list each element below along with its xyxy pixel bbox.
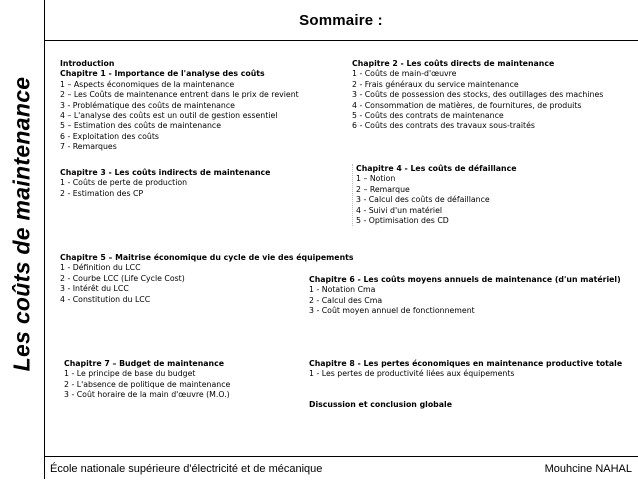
chapter-2-block [352, 59, 603, 132]
footer [44, 456, 638, 480]
list-item: 1 - Définition du LCC [60, 263, 141, 273]
chapter-1-title: Chapitre 1 - Importance de l'analyse des coûts [60, 69, 265, 79]
list-item: 5 - Coûts des contrats de maintenance [352, 110, 504, 120]
chapter-8-block [309, 359, 622, 380]
chapter-3-title: Chapitre 3 - Les coûts indirects de maintenance [60, 168, 271, 177]
list-item: 1 - Le principe de base du budget [64, 369, 196, 379]
list-item: 1 - Notation Cma [309, 285, 376, 295]
list-item: 2 - Frais généraux du service maintenance [352, 79, 519, 89]
chapter-4-title: Chapitre 4 - Les coûts de défaillance [356, 164, 517, 173]
list-item: 4 – L'analyse des coûts est un outil de gestion essentiel [60, 110, 278, 120]
list-item: 3 - Problématique des coûts de maintenance [60, 100, 235, 110]
list-item: 6 - Coûts des contrats des travaux sous-traités [352, 121, 535, 131]
side-title: Les coûts de maintenance [8, 76, 35, 372]
list-item: 2 – Les Coûts de maintenance entrent dans le prix de revient [60, 90, 299, 100]
chapter-1-block [60, 59, 299, 153]
list-item: 5 – Estimation des coûts de maintenance [60, 121, 222, 131]
list-item: 7 - Remarques [60, 142, 117, 152]
list-item: 1 – Notion [356, 174, 396, 184]
list-item: 2 - L'absence de politique de maintenance [64, 379, 231, 389]
chapter-4-block [352, 164, 517, 226]
list-item: 3 - Intérêt du LCC [60, 284, 129, 294]
list-item: 4 - Suivi d'un matériel [356, 205, 443, 215]
list-item: 3 - Coût horaire de la main d'œuvre (M.O.) [64, 390, 230, 400]
list-item: 2 - Calcul des Cma [309, 295, 383, 305]
footer-author: Mouhcine NAHAL [544, 463, 632, 475]
page-title: Sommaire : [299, 12, 383, 29]
list-item: 3 - Coût moyen annuel de fonctionnement [309, 306, 475, 316]
chapter-3-block [60, 168, 270, 199]
chapter-5-title: Chapitre 5 – Maitrise économique du cycle de vie des équipements [60, 253, 354, 262]
header [44, 0, 638, 41]
chapter-2-title: Chapitre 2 - Les coûts directs de maintenance [352, 59, 555, 68]
list-item: 1 – Aspects économiques de la maintenance [60, 79, 235, 89]
list-item: 6 - Exploitation des coûts [60, 131, 159, 141]
conclusion-block [309, 400, 452, 410]
list-item: 2 - Courbe LCC (Life Cycle Cost) [60, 273, 185, 283]
list-item: 1 - Coûts de main-d'œuvre [352, 69, 457, 79]
list-item: 3 - Calcul des coûts de défaillance [356, 195, 490, 205]
chapter-8-title: Chapitre 8 - Les pertes économiques en maintenance productive totale [309, 359, 623, 368]
chapter-6-title: Chapitre 6 - Les coûts moyens annuels de maintenance (d'un matériel) [309, 275, 621, 284]
list-item: 5 - Optimisation des CD [356, 215, 449, 225]
list-item: 4 - Constitution du LCC [60, 294, 151, 304]
footer-school: École nationale supérieure d'électricité et de mécanique [50, 463, 323, 475]
intro-heading: Introduction [60, 59, 115, 68]
conclusion-title: Discussion et conclusion globale [309, 400, 452, 409]
chapter-7-block [64, 359, 230, 401]
list-item: 2 – Remarque [356, 184, 410, 194]
chapter-7-title: Chapitre 7 – Budget de maintenance [64, 359, 224, 368]
list-item: 1 - Les pertes de productivité liées aux équipements [309, 369, 515, 379]
list-item: 3 - Coûts de possession des stocks, des outillages des machines [352, 90, 604, 100]
list-item: 4 - Consommation de matières, de fournitures, de produits [352, 100, 582, 110]
chapter-6-block [309, 275, 621, 317]
list-item: 2 - Estimation des CP [60, 188, 144, 198]
side-panel [0, 0, 45, 479]
list-item: 1 - Coûts de perte de production [60, 178, 188, 188]
